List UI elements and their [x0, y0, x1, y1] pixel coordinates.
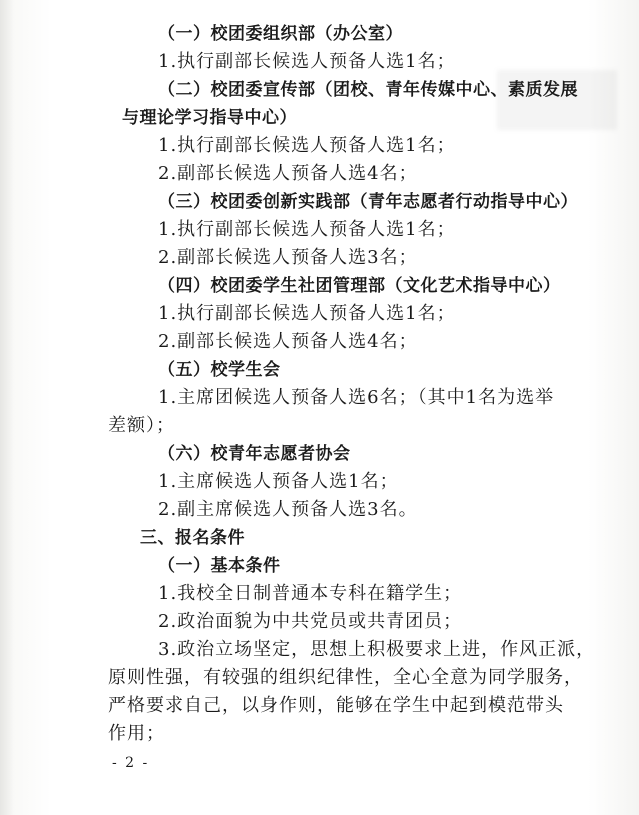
item-line: 1.我校全日制普通本专科在籍学生； [158, 583, 463, 604]
section-heading: （五）校学生会 [158, 360, 281, 380]
item-line: 2.副部长候选人预备人选4名； [158, 331, 418, 352]
item-line: 1.执行副部长候选人预备人选1名； [158, 51, 456, 72]
item-line: 1.执行副部长候选人预备人选1名； [158, 303, 456, 324]
item-line: 2.政治面貌为中共党员或共青团员； [158, 611, 463, 632]
item-line: 1.主席团候选人预备人选6名；（其中1名为选举 [158, 387, 555, 408]
item-line: 原则性强，有较强的组织纪律性，全心全意为同学服务， [108, 667, 583, 688]
item-line: 1.主席候选人预备人选1名； [158, 471, 399, 492]
item-line: 差额）； [108, 415, 175, 436]
item-line: 2.副部长候选人预备人选4名； [158, 163, 418, 184]
item-line: 2.副部长候选人预备人选3名； [158, 247, 418, 268]
section-heading: （一）基本条件 [158, 556, 281, 576]
section-heading: 与理论学习指导中心） [122, 108, 297, 128]
item-line: 3.政治立场坚定，思想上积极要求上进，作风正派， [158, 639, 596, 660]
section-heading: （二）校团委宣传部（团校、青年传媒中心、素质发展 [158, 80, 578, 100]
item-line: 2.副主席候选人预备人选3名。 [158, 499, 418, 520]
section-heading: 三、报名条件 [140, 528, 245, 548]
item-line: 作用； [108, 723, 165, 744]
item-line: 1.执行副部长候选人预备人选1名； [158, 219, 456, 240]
section-heading: （六）校青年志愿者协会 [158, 444, 351, 464]
scan-edge-shadow [0, 0, 14, 815]
item-line: 1.执行副部长候选人预备人选1名； [158, 135, 456, 156]
section-heading: （四）校团委学生社团管理部（文化艺术指导中心） [158, 276, 561, 296]
section-heading: （三）校团委创新实践部（青年志愿者行动指导中心） [158, 192, 578, 212]
item-line: 严格要求自己，以身作则，能够在学生中起到模范带头 [108, 695, 564, 716]
page-number: - 2 - [112, 755, 150, 771]
section-heading: （一）校团委组织部（办公室） [158, 24, 403, 44]
